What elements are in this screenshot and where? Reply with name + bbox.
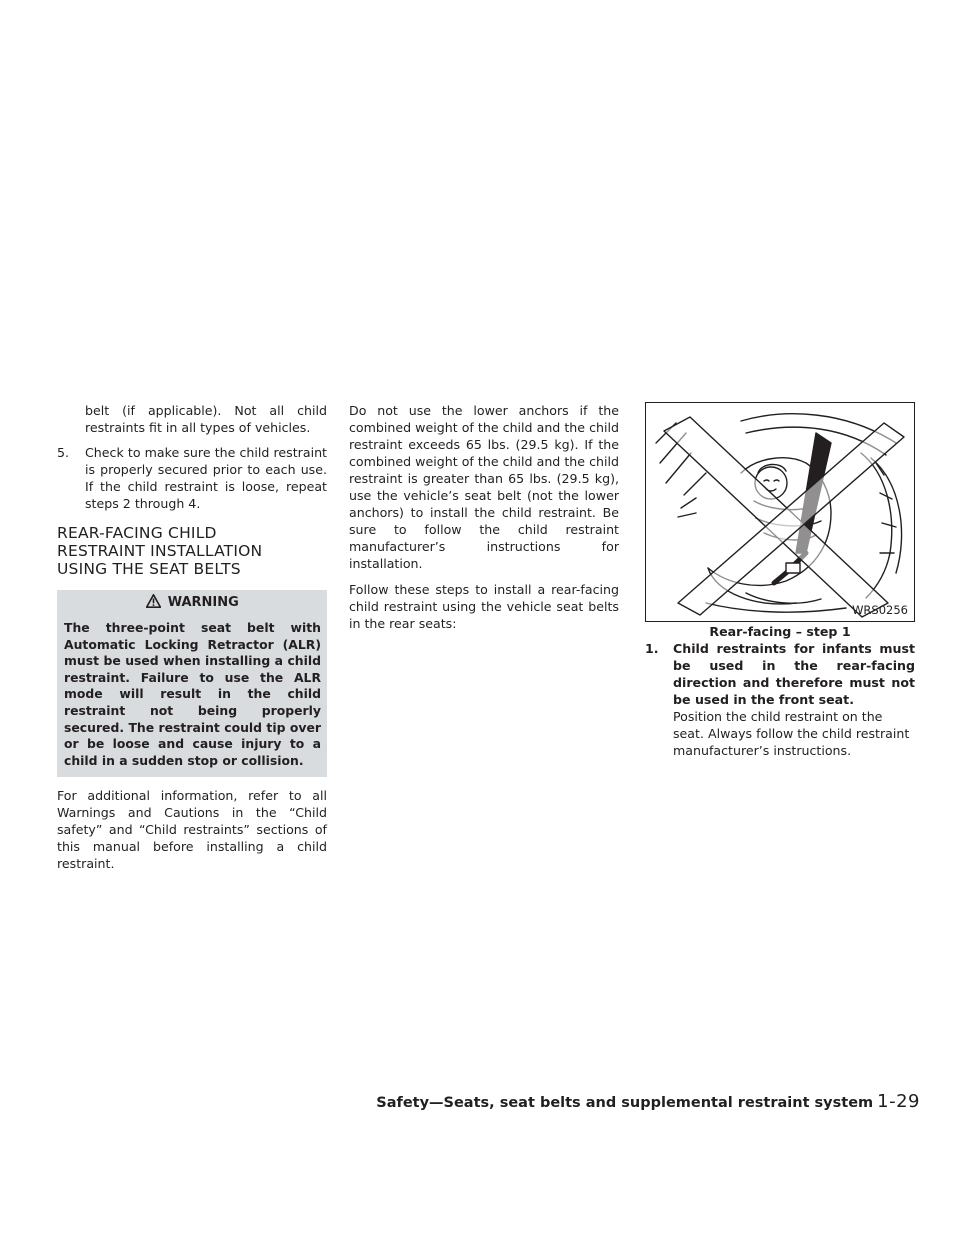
footer-section-title: Safety—Seats, seat belts and supplemental restraint system — [376, 1095, 874, 1111]
list-item-4-continued: belt (if applicable). Not all child restraints fit in all types of vehicles. — [85, 403, 327, 435]
list-item-5 — [57, 444, 327, 512]
step-number: 1. — [645, 641, 659, 656]
warning-text: The three-point seat belt with Automatic Locking Retractor (ALR) must be used when installing a child restraint. Failure to use the ALR mode will result in the child restraint not being properly secured. The restraint could tip over or be loose and cause injury to a child in a sudden stop or collision. — [64, 620, 321, 768]
warning-icon — [146, 594, 161, 608]
left-column — [57, 402, 327, 881]
section-heading — [57, 524, 327, 578]
page-number: 1-29 — [877, 1091, 920, 1112]
child-seat-illustration — [646, 403, 914, 621]
step-bold-text: Child restraints for infants must be used in the rear-facing direction and therefore must not be used in the front seat. — [673, 641, 915, 707]
right-column — [645, 402, 915, 759]
step-1 — [645, 640, 915, 759]
additional-info-paragraph: For additional information, refer to all Warnings and Cautions in the “Child safety” and “Child restraints” sections of this manual before installing a child restraint. — [57, 788, 327, 872]
figure-caption: Rear-facing – step 1 — [709, 624, 851, 639]
lower-anchors-paragraph: Do not use the lower anchors if the combined weight of the child and the child restraint exceeds 65 lbs. (29.5 kg). If the combined weight of the child and the child restraint is greater than 65 lbs. (29.5 kg), use the vehicle’s seat belt (not the lower anchors) to install the child restraint. Be sure to follow the child restraint manufacturer’s instructions for installation. — [349, 403, 619, 571]
heading-line-1: REAR-FACING CHILD — [57, 524, 217, 542]
warning-header — [64, 594, 321, 620]
heading-line-2: RESTRAINT INSTALLATION — [57, 542, 263, 560]
heading-line-3: USING THE SEAT BELTS — [57, 560, 241, 578]
warning-box — [57, 590, 327, 777]
follow-steps-paragraph: Follow these steps to install a rear-facing child restraint using the vehicle seat belts in the rear seats: — [349, 582, 619, 631]
page-footer — [376, 1091, 920, 1112]
warning-title: WARNING — [167, 595, 239, 610]
rear-facing-figure — [645, 402, 915, 622]
figure-code: WRS0256 — [852, 603, 908, 617]
list-item-text: Check to make sure the child restraint is properly secured prior to each use. If the child restraint is loose, repeat steps 2 through 4. — [85, 445, 327, 511]
list-number: 5. — [57, 445, 70, 460]
step-text: Position the child restraint on the seat. Always follow the child restraint manufacturer’s instructions. — [673, 709, 910, 758]
middle-column — [349, 402, 619, 641]
